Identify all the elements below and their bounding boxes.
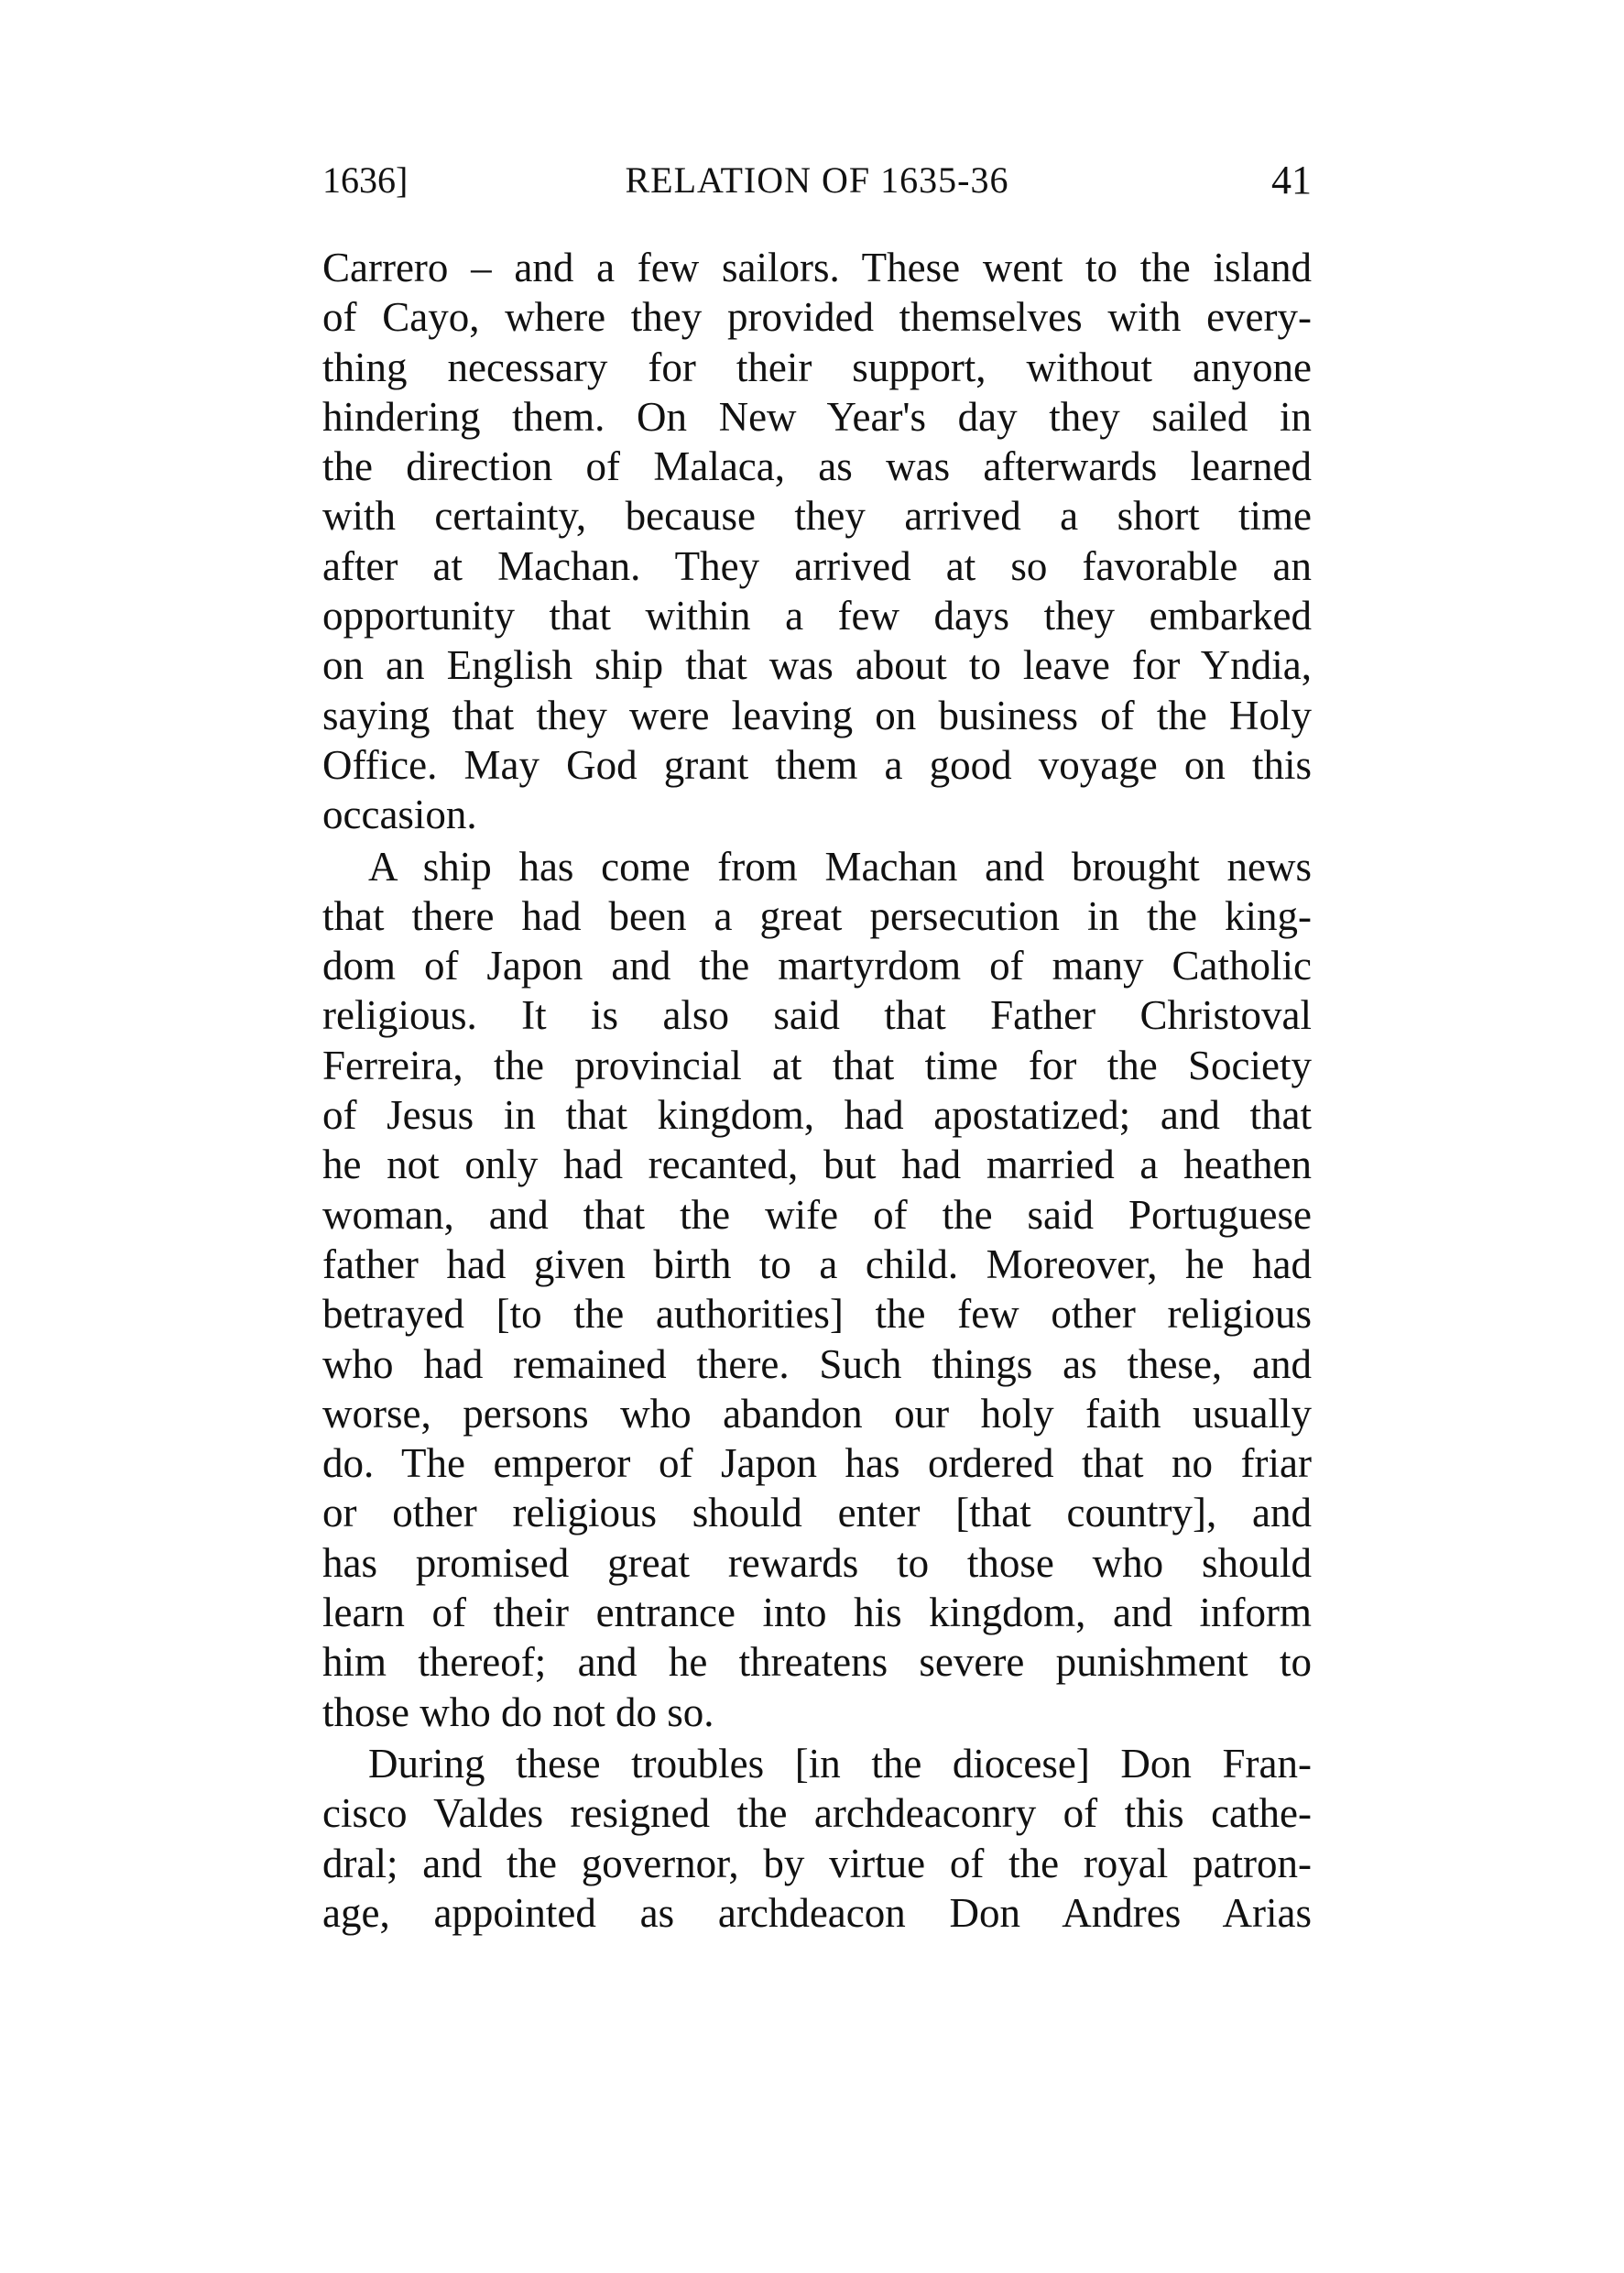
text-line: or other religious should enter [that country], and [322, 1490, 1312, 1536]
text-line: hindering them. On New Year's day they sailed in [322, 393, 1312, 440]
text-line: Office. May God grant them a good voyage on this [322, 741, 1312, 788]
text-line: after at Machan. They arrived at so favorable an [322, 542, 1312, 589]
text-line: religious. It is also said that Father Christoval [322, 992, 1312, 1039]
text-line: him thereof; and he threatens severe punishment to [322, 1639, 1312, 1686]
paragraph-3 [322, 1739, 1312, 1938]
running-head-title: RELATION OF 1635-36 [625, 159, 1009, 201]
text-line: that there had been a great persecution in the king- [322, 892, 1312, 939]
text-line: worse, persons who abandon our holy faith usually [322, 1390, 1312, 1437]
text-line: father had given birth to a child. Moreover, he had [322, 1240, 1312, 1287]
page-number: 41 [1271, 158, 1312, 202]
text-line: of Cayo, where they provided themselves with every- [322, 294, 1312, 341]
text-line: saying that they were leaving on business of the Holy [322, 692, 1312, 738]
text-line: learn of their entrance into his kingdom, and inform [322, 1590, 1312, 1636]
text-line: A ship has come from Machan and brought news [368, 843, 1312, 890]
text-line: thing necessary for their support, without anyone [322, 344, 1312, 390]
text-line: opportunity that within a few days they embarked [322, 593, 1312, 639]
text-line: woman, and that the wife of the said Portuguese [322, 1191, 1312, 1238]
text-line: the direction of Malaca, as was afterwards learned [322, 443, 1312, 490]
paragraph-1 [322, 243, 1312, 840]
text-line: on an English ship that was about to leave for Yndia, [322, 642, 1312, 689]
text-line: Ferreira, the provincial at that time for the Society [322, 1042, 1312, 1088]
text-line: he not only had recanted, but had married a heathen [322, 1142, 1312, 1188]
running-head-year: 1636] [322, 159, 409, 201]
text-line: occasion. [322, 792, 477, 838]
text-line: Carrero – and a few sailors. These went to the island [322, 245, 1312, 290]
text-line: During these troubles [in the diocese] Don Fran- [368, 1740, 1312, 1787]
paragraph-2 [322, 842, 1312, 1737]
text-line: of Jesus in that kingdom, had apostatized; and that [322, 1092, 1312, 1139]
text-line: age, appointed as archdeacon Don Andres Arias [322, 1889, 1312, 1936]
text-line: dral; and the governor, by virtue of the royal patron- [322, 1840, 1312, 1886]
text-line: betrayed [to the authorities] the few other religious [322, 1291, 1312, 1338]
text-line: those who do not do so. [322, 1688, 714, 1735]
running-head [322, 158, 1312, 203]
text-line: who had remained there. Such things as these, and [322, 1340, 1312, 1387]
text-line: has promised great rewards to those who should [322, 1539, 1312, 1586]
body-text [322, 243, 1312, 1938]
text-line: dom of Japon and the martyrdom of many Catholic [322, 943, 1312, 989]
text-line: do. The emperor of Japon has ordered that no friar [322, 1440, 1312, 1487]
text-line: with certainty, because they arrived a short time [322, 493, 1312, 540]
text-line: cisco Valdes resigned the archdeaconry of this cathe- [322, 1790, 1312, 1837]
